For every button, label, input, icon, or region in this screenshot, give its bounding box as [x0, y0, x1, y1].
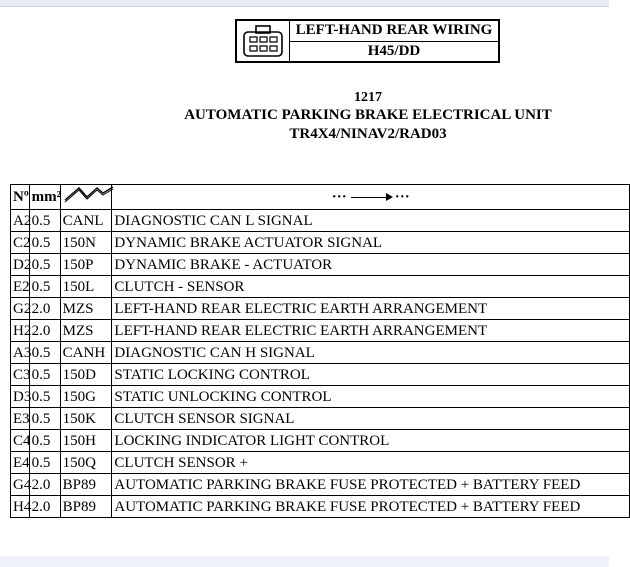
- cell-no: H4: [11, 496, 30, 518]
- cell-desc: LEFT-HAND REAR ELECTRIC EARTH ARRANGEMENT: [112, 320, 630, 342]
- cell-mm: 0.5: [29, 386, 60, 408]
- top-bar: [0, 0, 609, 7]
- cell-no: C3: [11, 364, 30, 386]
- cell-code: CANL: [60, 210, 112, 232]
- unit-title: AUTOMATIC PARKING BRAKE ELECTRICAL UNIT: [184, 107, 552, 123]
- cell-no: A2: [11, 210, 30, 232]
- cell-mm: 0.5: [29, 276, 60, 298]
- cell-no: A3: [11, 342, 30, 364]
- connector-title: LEFT-HAND REAR WIRING: [290, 21, 498, 42]
- table-row: [11, 452, 630, 474]
- table-row: [11, 430, 630, 452]
- cell-desc: AUTOMATIC PARKING BRAKE FUSE PROTECTED + BATTERY FEED: [112, 474, 630, 496]
- table-row: [11, 364, 630, 386]
- table-row: [11, 210, 630, 232]
- table-row: [11, 298, 630, 320]
- cell-code: MZS: [60, 298, 112, 320]
- cell-desc: CLUTCH SENSOR +: [112, 452, 630, 474]
- cell-code: 150D: [60, 364, 112, 386]
- cell-no: E2: [11, 276, 30, 298]
- cell-no: D3: [11, 386, 30, 408]
- header-mm: mm²: [29, 185, 60, 210]
- cell-no: E4: [11, 452, 30, 474]
- table-header-row: [11, 185, 630, 210]
- table-row: [11, 474, 630, 496]
- cell-mm: 0.5: [29, 232, 60, 254]
- cell-mm: 2.0: [29, 298, 60, 320]
- cell-mm: 2.0: [29, 474, 60, 496]
- cell-mm: 0.5: [29, 430, 60, 452]
- table-row: [11, 386, 630, 408]
- cell-no: G4: [11, 474, 30, 496]
- unit-number: 1217: [354, 90, 382, 105]
- table-row: [11, 342, 630, 364]
- cell-no: C4: [11, 430, 30, 452]
- cell-code: CANH: [60, 342, 112, 364]
- cell-desc: LOCKING INDICATOR LIGHT CONTROL: [112, 430, 630, 452]
- cell-mm: 0.5: [29, 342, 60, 364]
- cell-mm: 0.5: [29, 210, 60, 232]
- bottom-bar: [0, 556, 609, 567]
- header-from: ···: [331, 189, 347, 205]
- connector-icon: [237, 21, 290, 61]
- cell-code: 150Q: [60, 452, 112, 474]
- cell-no: C2: [11, 232, 30, 254]
- cell-desc: AUTOMATIC PARKING BRAKE FUSE PROTECTED + BATTERY FEED: [112, 496, 630, 518]
- cell-no: E3: [11, 408, 30, 430]
- connector-code: H45/DD: [367, 42, 421, 59]
- cell-desc: DIAGNOSTIC CAN H SIGNAL: [112, 342, 630, 364]
- connector-header: [235, 19, 500, 63]
- cell-code: 150G: [60, 386, 112, 408]
- arrow-right-icon: [351, 197, 391, 198]
- cell-desc: LEFT-HAND REAR ELECTRIC EARTH ARRANGEMENT: [112, 298, 630, 320]
- cell-no: D2: [11, 254, 30, 276]
- cell-desc: DYNAMIC BRAKE ACTUATOR SIGNAL: [112, 232, 630, 254]
- cell-mm: 0.5: [29, 452, 60, 474]
- header-to: ···: [394, 189, 410, 205]
- table-row: [11, 320, 630, 342]
- cell-desc: CLUTCH SENSOR SIGNAL: [112, 408, 630, 430]
- cell-no: G2: [11, 298, 30, 320]
- wiring-table: [10, 184, 630, 518]
- cell-code: 150P: [60, 254, 112, 276]
- wire-zigzag-icon: [60, 185, 112, 210]
- cell-code: 150K: [60, 408, 112, 430]
- table-row: [11, 232, 630, 254]
- cell-mm: 2.0: [29, 320, 60, 342]
- cell-desc: DYNAMIC BRAKE - ACTUATOR: [112, 254, 630, 276]
- header-no: Nº: [11, 185, 30, 210]
- cell-code: 150H: [60, 430, 112, 452]
- cell-desc: STATIC LOCKING CONTROL: [112, 364, 630, 386]
- cell-mm: 0.5: [29, 408, 60, 430]
- header-direction: [112, 185, 630, 210]
- cell-desc: DIAGNOSTIC CAN L SIGNAL: [112, 210, 630, 232]
- cell-desc: CLUTCH - SENSOR: [112, 276, 630, 298]
- table-row: [11, 496, 630, 518]
- table-row: [11, 276, 630, 298]
- unit-variant: TR4X4/NINAV2/RAD03: [289, 126, 447, 142]
- table-row: [11, 408, 630, 430]
- cell-mm: 0.5: [29, 254, 60, 276]
- table-row: [11, 254, 630, 276]
- cell-code: 150L: [60, 276, 112, 298]
- cell-code: 150N: [60, 232, 112, 254]
- cell-code: BP89: [60, 474, 112, 496]
- cell-mm: 2.0: [29, 496, 60, 518]
- cell-code: BP89: [60, 496, 112, 518]
- cell-no: H2: [11, 320, 30, 342]
- cell-mm: 0.5: [29, 364, 60, 386]
- cell-code: MZS: [60, 320, 112, 342]
- cell-desc: STATIC UNLOCKING CONTROL: [112, 386, 630, 408]
